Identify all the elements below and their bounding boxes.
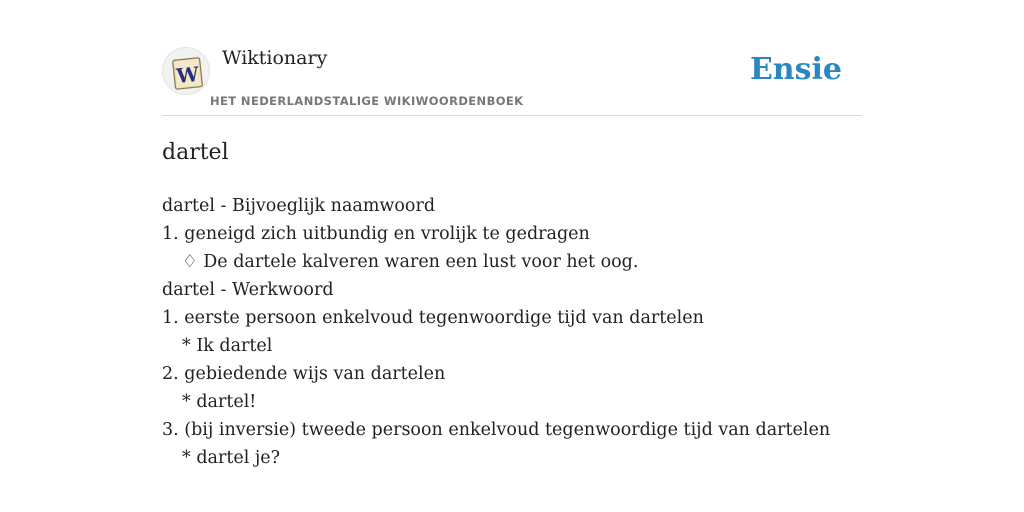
entry-title: dartel xyxy=(162,140,229,165)
example-line: * dartel! xyxy=(182,392,257,412)
site-header xyxy=(162,44,862,116)
pos-heading: dartel - Bijvoeglijk naamwoord xyxy=(162,196,436,216)
definition-line: 3. (bij inversie) tweede persoon enkelvoud tegenwoordige tijd van dartelen xyxy=(162,420,831,440)
pos-heading: dartel - Werkwoord xyxy=(162,280,334,300)
example-line: * dartel je? xyxy=(182,448,281,468)
definition-line: 2. gebiedende wijs van dartelen xyxy=(162,364,446,384)
entry-content xyxy=(162,192,862,472)
definition-line: 1. geneigd zich uitbundig en vrolijk te gedragen xyxy=(162,224,590,244)
example-line: * Ik dartel xyxy=(182,336,273,356)
site-name[interactable]: Wiktionary xyxy=(222,47,328,69)
svg-text:W: W xyxy=(175,61,201,89)
definition-line: 1. eerste persoon enkelvoud tegenwoordige tijd van dartelen xyxy=(162,308,704,328)
example-line: ♢ De dartele kalveren waren een lust voor het oog. xyxy=(182,252,639,272)
site-tagline: HET NEDERLANDSTALIGE WIKIWOORDENBOEK xyxy=(210,94,524,108)
ensie-logo[interactable]: Ensie xyxy=(749,52,842,87)
wiktionary-logo-icon[interactable] xyxy=(162,47,210,95)
